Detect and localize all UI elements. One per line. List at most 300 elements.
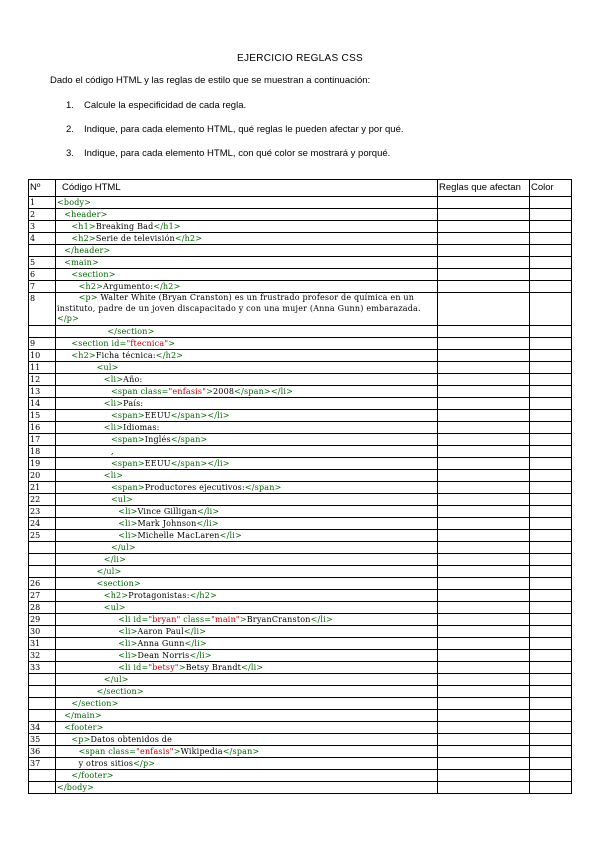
rules-cell[interactable] [438,386,530,398]
table-row [29,281,572,293]
code-tag: </span> [170,435,208,444]
table-row [29,494,572,506]
header-num: Nº [29,180,56,197]
rules-cell[interactable] [438,269,530,281]
table-row [29,518,572,530]
code-tag: </h2> [174,234,203,243]
code-cell [56,602,438,614]
code-cell [56,638,438,650]
code-text: Breaking Bad [95,222,154,231]
row-number [29,686,56,698]
row-number: 10 [29,350,56,362]
color-cell[interactable] [530,446,572,458]
code-cell [56,233,438,245]
table-row [29,422,572,434]
table-row [29,674,572,686]
code-text: Argumento: [103,282,154,291]
color-cell[interactable] [530,686,572,698]
table-row [29,710,572,722]
code-table [28,179,572,794]
row-number: 30 [29,626,56,638]
color-cell[interactable] [530,482,572,494]
rules-cell[interactable] [438,614,530,626]
code-tag: > [239,615,247,624]
code-text: Datos obtenidos de [90,735,173,744]
rules-cell[interactable] [438,482,530,494]
code-text: Mark Johnson [137,519,197,528]
row-number: 3 [29,221,56,233]
row-number: 37 [29,758,56,770]
color-cell[interactable] [530,434,572,446]
code-text: Año: [123,375,143,384]
rules-cell[interactable] [438,281,530,293]
code-cell [56,710,438,722]
rules-cell[interactable] [438,398,530,410]
color-cell[interactable] [530,257,572,269]
code-tag: <header> [64,210,108,219]
color-cell[interactable] [530,494,572,506]
code-text: y otros sitios [78,759,134,768]
row-number: 28 [29,602,56,614]
code-cell [56,386,438,398]
color-cell[interactable] [530,398,572,410]
table-row [29,269,572,281]
rules-cell[interactable] [438,674,530,686]
color-cell[interactable] [530,350,572,362]
code-tag: </section> [107,327,155,336]
rules-cell[interactable] [438,686,530,698]
code-text: País: [123,399,144,408]
color-cell[interactable] [530,410,572,422]
rules-cell[interactable] [438,746,530,758]
code-tag: </li> [196,519,219,528]
color-cell[interactable] [530,386,572,398]
rules-cell[interactable] [438,566,530,578]
code-tag: <li> [103,375,124,384]
rules-cell[interactable] [438,638,530,650]
rules-cell[interactable] [438,782,530,794]
code-cell [56,722,438,734]
color-cell[interactable] [530,542,572,554]
rules-cell[interactable] [438,326,530,338]
code-tag: </li> [241,663,264,672]
code-tag: </h2> [153,282,181,291]
table-row [29,614,572,626]
rules-cell[interactable] [438,338,530,350]
code-tag: </ul> [103,675,129,684]
code-tag: </span> [222,747,260,756]
code-tag: </footer> [71,771,114,780]
rules-cell[interactable] [438,410,530,422]
code-tag: </h2> [189,591,217,600]
table-row [29,698,572,710]
table-row [29,374,572,386]
code-tag: <h2> [103,591,129,600]
table-row [29,722,572,734]
code-tag: <h2> [78,282,104,291]
rules-cell[interactable] [438,710,530,722]
code-text: Ficha técnica: [95,351,156,360]
rules-cell[interactable] [438,578,530,590]
row-number: 25 [29,530,56,542]
code-tag: <ul> [103,603,126,612]
code-tag: id= [111,339,127,348]
color-cell[interactable] [530,269,572,281]
rules-cell[interactable] [438,506,530,518]
code-cell [56,257,438,269]
rules-cell[interactable] [438,221,530,233]
code-tag: </ul> [111,543,136,552]
color-cell[interactable] [530,518,572,530]
table-row [29,209,572,221]
question-item: 1. Calcule la especificidad de cada regla. [66,100,247,111]
code-cell [56,770,438,782]
code-tag: <span> [111,483,145,492]
table-row [29,197,572,209]
code-text: Productores ejecutivos: [144,483,245,492]
rules-cell[interactable] [438,758,530,770]
rules-cell[interactable] [438,734,530,746]
code-tag: class= [140,387,169,396]
table-row [29,626,572,638]
color-cell[interactable] [530,530,572,542]
table-row [29,470,572,482]
code-cell [56,758,438,770]
code-cell [56,542,438,554]
table-row [29,554,572,566]
code-cell [56,398,438,410]
code-tag: </ul> [96,567,122,576]
row-number: 31 [29,638,56,650]
row-number [29,698,56,710]
table-row [29,782,572,794]
row-number: 6 [29,269,56,281]
row-number: 14 [29,398,56,410]
code-tag: </li> [310,615,333,624]
table-row [29,221,572,233]
row-number: 23 [29,506,56,518]
code-tag: <li> [118,627,138,636]
rules-cell[interactable] [438,293,530,326]
row-number: 12 [29,374,56,386]
code-text: Vince Gilligan [137,507,198,516]
color-cell[interactable] [530,470,572,482]
page-title: EJERCICIO REGLAS CSS [236,53,364,64]
table-row [29,293,572,326]
color-cell[interactable] [530,698,572,710]
code-cell [56,614,438,626]
code-tag: </li> [219,531,242,540]
table-row [29,338,572,350]
code-attr-value: "betsy" [148,663,179,672]
code-text: Anna Gunn [137,639,185,648]
code-tag: <li [118,615,134,624]
row-number: 35 [29,734,56,746]
table-row [29,233,572,245]
code-text: Betsy Brandt [185,663,242,672]
color-cell[interactable] [530,770,572,782]
row-number [29,566,56,578]
row-number: 18 [29,446,56,458]
rules-cell[interactable] [438,590,530,602]
rules-cell[interactable] [438,770,530,782]
table-row [29,434,572,446]
color-cell[interactable] [530,590,572,602]
rules-cell[interactable] [438,362,530,374]
code-text: Michelle MacLaren [137,531,220,540]
table-row [29,326,572,338]
rules-cell[interactable] [438,350,530,362]
rules-cell[interactable] [438,494,530,506]
row-number: 8 [29,293,56,326]
rules-cell[interactable] [438,434,530,446]
code-cell [56,458,438,470]
row-number: 29 [29,614,56,626]
rules-cell[interactable] [438,209,530,221]
code-tag: <li> [103,399,124,408]
color-cell[interactable] [530,734,572,746]
color-cell[interactable] [530,566,572,578]
row-number: 24 [29,518,56,530]
code-text: Inglés [144,435,171,444]
code-cell [56,482,438,494]
header-code: Código HTML [56,180,438,197]
table-row [29,566,572,578]
code-tag: <span> [111,435,145,444]
code-cell [56,209,438,221]
rules-cell[interactable] [438,245,530,257]
code-tag: </section> [71,699,119,708]
code-tag: <section> [71,270,116,279]
code-cell [56,578,438,590]
row-number: 22 [29,494,56,506]
code-cell [56,326,438,338]
color-cell[interactable] [530,293,572,326]
rules-cell[interactable] [438,470,530,482]
code-tag: </h1> [153,222,181,231]
code-tag: id= [133,615,149,624]
code-text: Aaron Paul [137,627,184,636]
code-tag: <h1> [71,222,96,231]
rules-cell[interactable] [438,542,530,554]
color-cell[interactable] [530,506,572,518]
code-cell [56,197,438,209]
table-row [29,542,572,554]
code-text: EEUU [144,411,171,420]
code-tag: <body> [57,198,92,207]
code-cell [56,374,438,386]
table-row [29,578,572,590]
color-cell[interactable] [530,578,572,590]
code-tag: <li> [118,507,138,516]
rules-cell[interactable] [438,518,530,530]
color-cell[interactable] [530,782,572,794]
color-cell[interactable] [530,626,572,638]
row-number: 4 [29,233,56,245]
table-row [29,530,572,542]
code-tag: class= [108,747,137,756]
color-cell[interactable] [530,338,572,350]
color-cell[interactable] [530,458,572,470]
color-cell[interactable] [530,245,572,257]
table-row [29,638,572,650]
code-attr-value: "main" [211,615,240,624]
row-number: 7 [29,281,56,293]
code-tag: <li> [103,471,124,480]
code-tag: <ul> [111,495,133,504]
code-cell [56,494,438,506]
rules-cell[interactable] [438,650,530,662]
code-cell [56,650,438,662]
color-cell[interactable] [530,758,572,770]
color-cell[interactable] [530,209,572,221]
code-tag: <li> [103,423,124,432]
row-number: 26 [29,578,56,590]
table-row [29,770,572,782]
table-row [29,602,572,614]
code-tag: <span [78,747,109,756]
rules-cell[interactable] [438,197,530,209]
row-number: 13 [29,386,56,398]
table-row [29,506,572,518]
rules-cell[interactable] [438,530,530,542]
color-cell[interactable] [530,554,572,566]
code-cell [56,434,438,446]
code-cell [56,746,438,758]
color-cell[interactable] [530,362,572,374]
table-row [29,350,572,362]
code-text: EEUU [144,459,171,468]
code-cell [56,698,438,710]
question-list [66,100,404,172]
table-row [29,398,572,410]
color-cell[interactable] [530,602,572,614]
rules-cell[interactable] [438,374,530,386]
code-cell [56,506,438,518]
table-row [29,734,572,746]
color-cell[interactable] [530,281,572,293]
code-cell [56,221,438,233]
row-number: 27 [29,590,56,602]
code-cell [56,530,438,542]
code-cell [56,362,438,374]
code-cell [56,782,438,794]
color-cell[interactable] [530,722,572,734]
code-tag: </span></li> [170,459,230,468]
color-cell[interactable] [530,710,572,722]
row-number: 11 [29,362,56,374]
row-number: 1 [29,197,56,209]
rules-cell[interactable] [438,257,530,269]
code-cell [56,350,438,362]
code-tag: </span></li> [234,387,294,396]
color-cell[interactable] [530,326,572,338]
row-number [29,326,56,338]
code-attr-value: "enfasis" [168,387,207,396]
code-tag: </main> [64,711,102,720]
code-cell [56,446,438,458]
code-tag: <li> [118,531,138,540]
table-row [29,245,572,257]
code-text: 2008 [213,387,235,396]
header-rules: Reglas que afectan [438,180,530,197]
color-cell[interactable] [530,650,572,662]
code-tag: > [173,747,181,756]
row-number: 5 [29,257,56,269]
rules-cell[interactable] [438,554,530,566]
code-cell [56,734,438,746]
code-tag: </li> [197,507,220,516]
rules-cell[interactable] [438,698,530,710]
intro-text: Dado el código HTML y las reglas de estilo que se muestran a continuación: [50,75,371,86]
color-cell[interactable] [530,614,572,626]
row-number [29,674,56,686]
code-attr-value: "ftecnica" [126,339,169,348]
rules-cell[interactable] [438,458,530,470]
code-tag: </span> [244,483,282,492]
color-cell[interactable] [530,197,572,209]
row-number: 17 [29,434,56,446]
row-number [29,542,56,554]
code-tag: </li> [183,627,207,636]
color-cell[interactable] [530,233,572,245]
color-cell[interactable] [530,662,572,674]
code-tag: <li> [118,651,138,660]
rules-cell[interactable] [438,446,530,458]
code-tag: </li> [184,639,207,648]
table-body [29,197,572,794]
rules-cell[interactable] [438,422,530,434]
table-row [29,686,572,698]
table-row [29,758,572,770]
code-cell [56,269,438,281]
code-tag: <section> [96,579,141,588]
code-attr-value: "enfasis" [136,747,174,756]
row-number [29,770,56,782]
rules-cell[interactable] [438,722,530,734]
code-tag: </span></li> [170,411,230,420]
row-number: 33 [29,662,56,674]
color-cell[interactable] [530,221,572,233]
code-cell [56,410,438,422]
code-cell [56,470,438,482]
row-number [29,710,56,722]
code-cell [56,245,438,257]
code-text: Idiomas: [123,423,160,432]
code-text: Serie de televisión [95,234,175,243]
table-row [29,662,572,674]
code-tag: > [178,663,186,672]
code-tag: </h2> [155,351,184,360]
rules-cell[interactable] [438,233,530,245]
color-cell[interactable] [530,674,572,686]
table-row [29,410,572,422]
color-cell[interactable] [530,422,572,434]
code-text: Wikipedia [180,747,223,756]
color-cell[interactable] [530,746,572,758]
color-cell[interactable] [530,638,572,650]
rules-cell[interactable] [438,626,530,638]
rules-cell[interactable] [438,602,530,614]
code-tag: <span [111,387,141,396]
color-cell[interactable] [530,374,572,386]
rules-cell[interactable] [438,662,530,674]
code-text: Dean Norris [137,651,190,660]
code-cell [56,281,438,293]
code-cell [56,590,438,602]
code-text: , [111,447,114,456]
row-number: 15 [29,410,56,422]
